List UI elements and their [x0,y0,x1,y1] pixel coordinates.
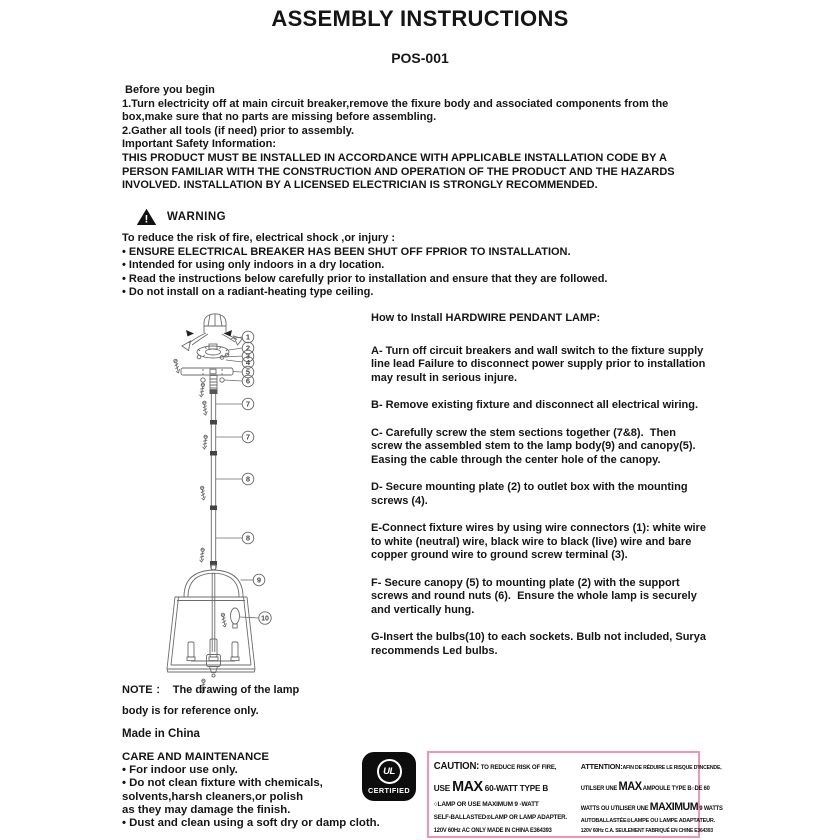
caution-label-french [576,753,726,836]
caution-fr-line-5: 120V 60Hz C.A. SEULEMENT FABRIQUÉ EN CHINE E364393 [580,827,713,834]
svg-text:7: 7 [245,399,251,409]
caution-fr-line-2: UTILSER UNE MAX AMPOULE TYPE B○DE 60 [580,780,710,793]
install-step-d [371,481,723,508]
install-heading: How to Install HARDWIRE PENDANT LAMP: [371,312,601,324]
text-line: screw the assembled stem to the lamp body(9) and canopy(5). [371,440,696,452]
text-line: THIS PRODUCT MUST BE INSTALLED IN ACCORDANCE WITH APPLICABLE INSTALLATION CODE BY A [122,151,667,164]
text-line: E-Connect fixture wires by using wire connectors (1): white wire [371,522,706,534]
caution-en-line-2: USE MAX 60-WATT TYPE B [433,778,549,796]
caution-label-english [429,753,570,836]
svg-text:8: 8 [245,533,251,543]
outlet-box [204,314,226,333]
caution-en-line-4: SELF-BALLASTED⊙LAMP OR LAMP ADAPTER. [433,814,567,822]
text-line: 1.Turn electricity off at main circuit breaker,remove the fixure body and associated components from the [122,97,669,110]
text-line: B- Remove existing fixture and disconnect all electrical wiring. [371,399,699,411]
callout-leaders [216,337,262,618]
text-line: as they may damage the finish. [122,803,291,816]
note-line-1: NOTE ： The drawing of the lamp [122,684,300,696]
stem-sections [210,394,217,570]
text-line: • Intended for using only indoors in a dry location. [122,259,385,272]
text-line: • Do not clean fixture with chemicals, [122,777,323,790]
lamp-exploded-diagram [140,302,315,707]
warning-section [122,232,608,300]
caution-en-line-5: 120V 60Hz AC ONLY MADE IN CHINA E364393 [433,827,552,834]
text-line: G-Insert the bulbs(10) to each sockets. Bulb not included, Surya [371,631,706,643]
text-line: line lead Failure to disconnect power supply prior to installation [371,358,706,370]
text-line: and vertically hung. [371,603,475,616]
text-line: screws (4). [371,494,428,507]
warning-triangle-icon [136,208,157,226]
svg-text:1: 1 [245,332,251,342]
care-and-maintenance-section [122,751,380,830]
ul-mark-icon [377,759,402,784]
text-line: A- Turn off circuit breakers and wall switch to the fixture supply [371,344,704,357]
svg-text:7: 7 [245,432,251,442]
install-step-g [371,631,723,658]
text-line: Important Safety Information: [122,138,277,151]
install-step-c [371,427,723,468]
caution-en-line-3: ○LAMP OR USE MAXIMUM 9 -WATT [433,800,539,808]
made-in-china: Made in China [122,728,200,740]
text-line: screws and round nuts (6). Ensure the whole lamp is securely [371,590,697,602]
text-line: • Read the instructions below carefully prior to installation and ensure that they are followed. [122,272,608,285]
text-line: F- Secure canopy (5) to mounting plate (2) with the support [371,576,680,589]
svg-text:4: 4 [245,358,251,368]
text-line: To reduce the risk of fire, electrical shock ,or injury : [122,232,396,244]
install-instructions [371,312,723,658]
model-number: POS-001 [391,50,449,66]
text-line: D- Secure mounting plate (2) to outlet box with the mounting [371,481,688,493]
text-line: box,make sure that no parts are missing before assembling. [122,111,437,124]
text-line: to white (neutral) wire, black wire to black (live) wire and bare [371,535,692,548]
caution-fr-line-1: ATTENTION:AFIN DE RÉDUIRE LE RISQUE D'INCENDE, [580,762,722,771]
svg-text:2: 2 [245,343,251,353]
bulb [231,608,240,628]
caution-fr-line-3: WATTS OU UTILISER UNE MAXIMUM 9 WATTS [580,801,723,814]
text-line: 2.Gather all tools (if need) prior to assembly. [122,124,355,137]
lamp-diagram-svg [140,302,315,702]
page-title: ASSEMBLY INSTRUCTIONS [271,6,569,31]
lamp-body [167,564,255,677]
text-line: Easing the cable through the center hole of the canopy. [371,453,661,466]
wire-connectors [182,330,243,351]
text-line: may result in serious injure. [371,371,518,384]
text-line: copper ground wire to ground screw terminal (3). [371,549,628,561]
ul-certified-badge [362,752,416,801]
svg-text:8: 8 [245,474,251,484]
text-line: C- Carefully screw the stem sections together (7&8). Then [371,426,677,439]
text-line: INVOLVED. INSTALLATION BY A LICENSED ELECTRICIAN IS STRONGLY RECOMMENDED. [122,179,598,192]
svg-text:6: 6 [245,376,251,386]
text-line: • Dust and clean using a soft dry or damp cloth. [122,817,380,830]
ul-certified-label: CERTIFIED [367,785,411,795]
text-line: • Do not install on a radiant-heating type ceiling. [122,286,374,299]
note-line-2: body is for reference only. [122,705,259,717]
caution-en-line-1: CAUTION: TO REDUCE RISK OF FIRE, [433,761,557,772]
install-step-f [371,577,723,618]
caution-fr-line-4: AUTOBALLASTÉE⊙LAMPE OU LAMPE ADAPTATEUR. [580,817,715,824]
warning-label: WARNING [167,211,227,223]
svg-text:10: 10 [261,615,269,623]
text-line: PERSON FAMILIAR WITH THE CONSTRUCTION AND OPERATION OF THE PRODUCT AND THE HAZARDS [122,165,675,178]
text-line: recommends Led bulbs. [371,644,498,657]
svg-text:!: ! [144,213,149,226]
svg-text:5: 5 [245,367,251,377]
text-line: • For indoor use only. [122,764,238,777]
text-line: • ENSURE ELECTRICAL BREAKER HAS BEEN SHUT OFF FPRIOR TO INSTALLATION. [122,245,571,258]
caution-rating-label [427,751,723,838]
screw-icons [173,359,227,693]
text-line: Before you begin [122,84,215,96]
install-step-a [371,345,723,386]
canopy [181,368,233,394]
care-heading: CARE AND MAINTENANCE [122,751,270,763]
ul-mark-text: UL [383,765,395,777]
text-line: solvents,harsh cleaners,or polish [122,790,304,803]
svg-text:3: 3 [245,351,251,361]
svg-text:9: 9 [256,575,262,585]
warning-header [136,208,226,226]
before-you-begin-section [122,84,675,193]
install-step-b [371,399,723,413]
install-step-e [371,522,723,563]
